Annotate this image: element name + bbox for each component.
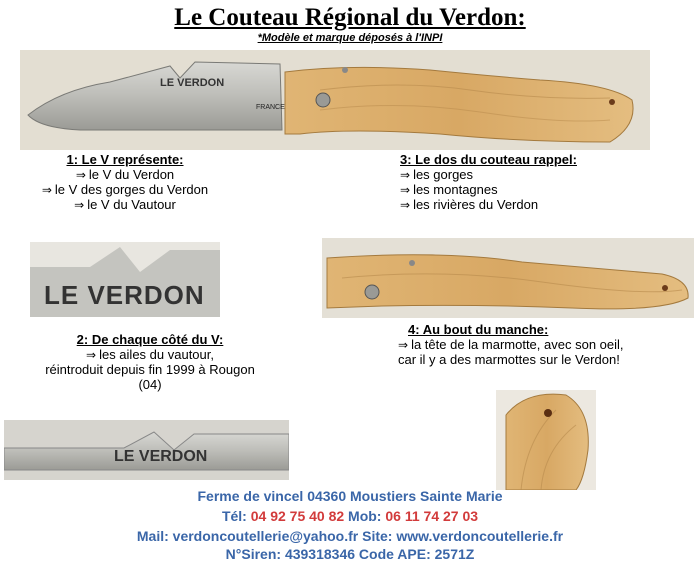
list-item: ⇒ les ailes du vautour, xyxy=(86,347,214,362)
list-item: ⇒ le V du Vautour xyxy=(74,197,176,212)
section-4-line-2: car il y a des marmottes sur le Verdon! xyxy=(398,352,620,367)
section-3 xyxy=(400,152,690,212)
section-4-heading: 4: Au bout du manche: xyxy=(408,322,549,337)
closeup-brand-text: LE VERDON xyxy=(44,280,205,310)
list-item: ⇒ les gorges xyxy=(400,167,474,182)
footer-phones: Tél: 04 92 75 40 82 Mob: 06 11 74 27 03 xyxy=(221,508,479,524)
handle-photo xyxy=(322,238,694,318)
list-item: ⇒ la tête de la marmotte, avec son oeil, xyxy=(398,337,624,352)
section-1 xyxy=(0,152,250,212)
section-1-heading: 1: Le V représente: xyxy=(66,152,184,167)
list-item: ⇒ le V du Verdon xyxy=(75,167,175,182)
footer-siren: N°Siren: 439318346 Code APE: 2571Z xyxy=(225,546,475,562)
page-title: Le Couteau Régional du Verdon: xyxy=(174,4,526,31)
section-2-note-2: (04) xyxy=(138,377,162,392)
mobile-number: 06 11 74 27 03 xyxy=(385,508,479,524)
section-2-heading: 2: De chaque côté du V: xyxy=(76,332,224,347)
page-subtitle: *Modèle et marque déposés à l'INPI xyxy=(257,32,443,44)
small-knife-brand-text: LE VERDON xyxy=(114,448,208,465)
section-2-note: réintroduit depuis fin 1999 à Rougon xyxy=(45,362,255,377)
footer-contact: Mail: verdoncoutellerie@yahoo.fr Site: www.verdoncoutellerie.fr xyxy=(136,528,564,544)
list-item: ⇒ le V des gorges du Verdon xyxy=(41,182,209,197)
phone-number: 04 92 75 40 82 xyxy=(250,508,345,524)
small-knife-photo xyxy=(4,420,289,480)
knife-brand-text: LE VERDON xyxy=(160,77,225,89)
section-3-heading: 3: Le dos du couteau rappel: xyxy=(400,152,577,167)
france-stamp: FRANCE xyxy=(256,104,285,111)
main-knife-photo xyxy=(20,50,650,150)
section-4 xyxy=(398,322,698,367)
footer-address: Ferme de vincel 04360 Moustiers Sainte Marie xyxy=(197,488,503,504)
handle-end-photo xyxy=(496,390,596,490)
list-item: ⇒ les montagnes xyxy=(400,182,498,197)
v-closeup-photo xyxy=(30,242,220,317)
list-item: ⇒ les rivières du Verdon xyxy=(400,197,539,212)
section-2 xyxy=(0,332,300,392)
